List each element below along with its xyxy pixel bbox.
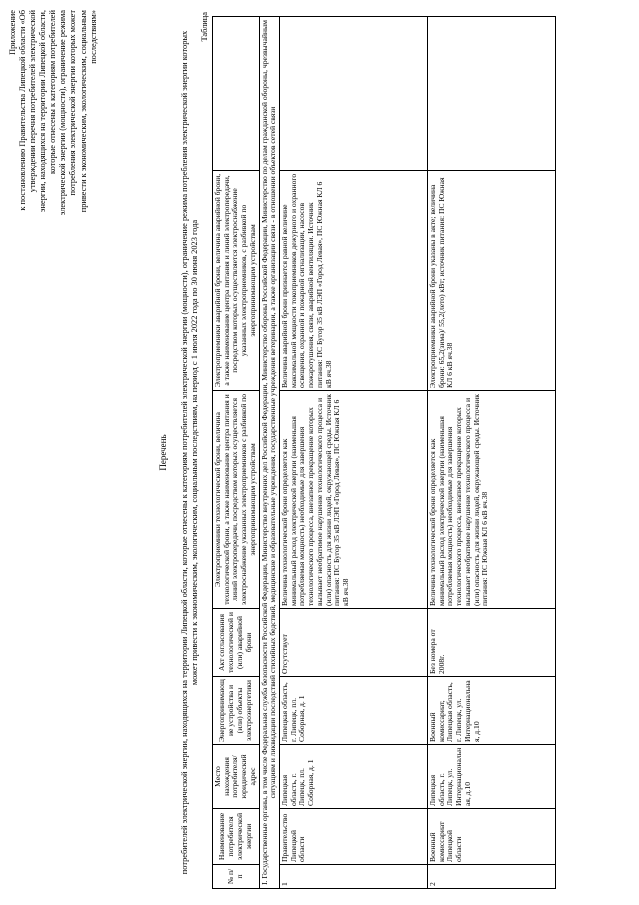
table-row bbox=[428, 17, 556, 889]
cell-address: Липецкая область, г. Липецк, пл. Соборная, д. 1 bbox=[280, 745, 428, 809]
cell-act: Без номера от 2008г. bbox=[428, 609, 556, 677]
document-subtitle: потребителей электрической энергии, находящихся на территории Липецкой области, которые отнесены к категориям потребителей электрической энергии (мощности), ограничение режима потребления электрической энергии которых может привести к экономическим, экологическим, социальным последствиям, на период с 1 июля 2022 года по 30 июня 2023 года bbox=[180, 30, 200, 875]
header-extra bbox=[213, 17, 260, 171]
table-section-row bbox=[259, 17, 279, 889]
consumers-table bbox=[212, 16, 556, 889]
header-consumer-name: Наименование потребителя электрической энергии bbox=[213, 809, 260, 865]
header-act: Акт согласования технологической и (или) аварийной брони bbox=[213, 609, 260, 677]
table-caption: Таблица bbox=[200, 12, 209, 42]
header-number: № п/п bbox=[213, 865, 260, 889]
header-technological-reserve: Электроприемники технологической брони, величина технологической брони, а также наименование центра питания и линий электропередачи, посредством которых осуществляется электроснабжение указанных электроприемников с разбивкой по энергопринимающим устройствам bbox=[213, 391, 260, 609]
appendix-line: потребления электрической энергии которых может bbox=[68, 10, 78, 196]
cell-emergency-reserve: Электроприемники аварийной брони указаны в акте; величина брони: 65,2(зима)/ 55,2(лето) кВт; источник питания: ПС Южная КЛ 6 кВ яч.38 bbox=[428, 171, 556, 391]
appendix-line: к постановлению Правительства Липецкой области «Об bbox=[18, 10, 28, 211]
table-row bbox=[280, 17, 428, 889]
header-devices: Энергопринимающие устройства и (или) объекты электроэнергетики bbox=[213, 677, 260, 745]
cell-address: Липецкая область, г. Липецк, ул. Интернациональная, д.10 bbox=[428, 745, 556, 809]
cell-devices: Липецкая область, г. Липецк, пл. Соборная, д. 1 bbox=[280, 677, 428, 745]
cell-consumer-name: Правительство Липецкой области bbox=[280, 809, 428, 865]
appendix-line: привести к экономическим, экологическим, социальным bbox=[78, 10, 88, 213]
cell-technological-reserve: Величина технологической брони определяется как минимальный расход электрической энергии (наименьшая потребляемая мощность) необходимые для завершения технологического процесса, внезапное прекращение которых вызывает необратимое нарушение технологического процесса и (или) опасность для жизни людей, окружающей среды. Источник питания: ПС Южная КЛ 6 кВ яч.38 bbox=[428, 391, 556, 609]
cell-number: 1 bbox=[280, 865, 428, 889]
appendix-line: последствиям» bbox=[88, 10, 98, 64]
appendix-line: которые отнесены к категориям потребителей bbox=[48, 10, 58, 175]
cell-extra bbox=[428, 17, 556, 171]
appendix-line: электрической энергии (мощности), ограничение режима bbox=[58, 10, 68, 216]
consumers-table-wrapper bbox=[212, 17, 556, 889]
cell-consumer-name: Военный комиссариат Липецкой области bbox=[428, 809, 556, 865]
header-emergency-reserve: Электроприемники аварийной брони, величина аварийной брони, а также наименование центра питания и линий электропередачи, посредством которых осуществляется электроснабжение указанных электроприемников, с разбивкой по энергопринимающим устройствам bbox=[213, 171, 260, 391]
section-heading: I. Государственные органы, в том числе Федеральная служба безопасности Российской Федерации, Министерство внутренних дел Российской Федерации, Министерство обороны Российской Федерации, Министерство по делам гражданской обороны, чрезвычайным ситуациям и ликвидации последствий стихийных бедствий, медицинские и образовательные учреждения, государственные учреждения ветеринарии, а также организации связи - в отношении объектов сетей связи bbox=[259, 17, 279, 889]
cell-number: 2 bbox=[428, 865, 556, 889]
cell-act: Отсутствует bbox=[280, 609, 428, 677]
appendix-line: утверждении перечня потребителей электрической bbox=[28, 10, 38, 193]
cell-devices: Военный комиссариат, Липецкая область, г. Липецк, ул. Интернациональная, д.10 bbox=[428, 677, 556, 745]
appendix-line: Приложение bbox=[8, 10, 17, 55]
appendix-line: энергии, находящихся на территории Липецкой области, bbox=[38, 10, 48, 213]
cell-emergency-reserve: Величина аварийной брони признается равной величине максимальной мощности токоприемников дежурного и охранного освещения, охранной и пожарной сигнализации, насосов пожаротушения, связи, аварийной вентиляции. Источник питания: ПС Бугор 35 кВ ЛЭП «Город Левая», ПС Южная КЛ 6 кВ яч.38 bbox=[280, 171, 428, 391]
table-header-row bbox=[213, 17, 260, 889]
header-address: Место нахождения потребителя/ юридический адрес bbox=[213, 745, 260, 809]
cell-technological-reserve: Величина технологической брони определяется как минимальный расход электрической энергии (наименьшая потребляемая мощность) необходимые для завершения технологического процесса, внезапное прекращение которых вызывает необратимое нарушение технологического процесса и (или) опасность для жизни людей, окружающей среды. Источник питания: ПС Бугор 35 кВ ЛЭП «Город Левая», ПС Южная КЛ 6 кВ яч.38 bbox=[280, 391, 428, 609]
cell-extra bbox=[280, 17, 428, 171]
appendix-header bbox=[8, 10, 99, 310]
document-title: Перечень bbox=[158, 434, 168, 471]
